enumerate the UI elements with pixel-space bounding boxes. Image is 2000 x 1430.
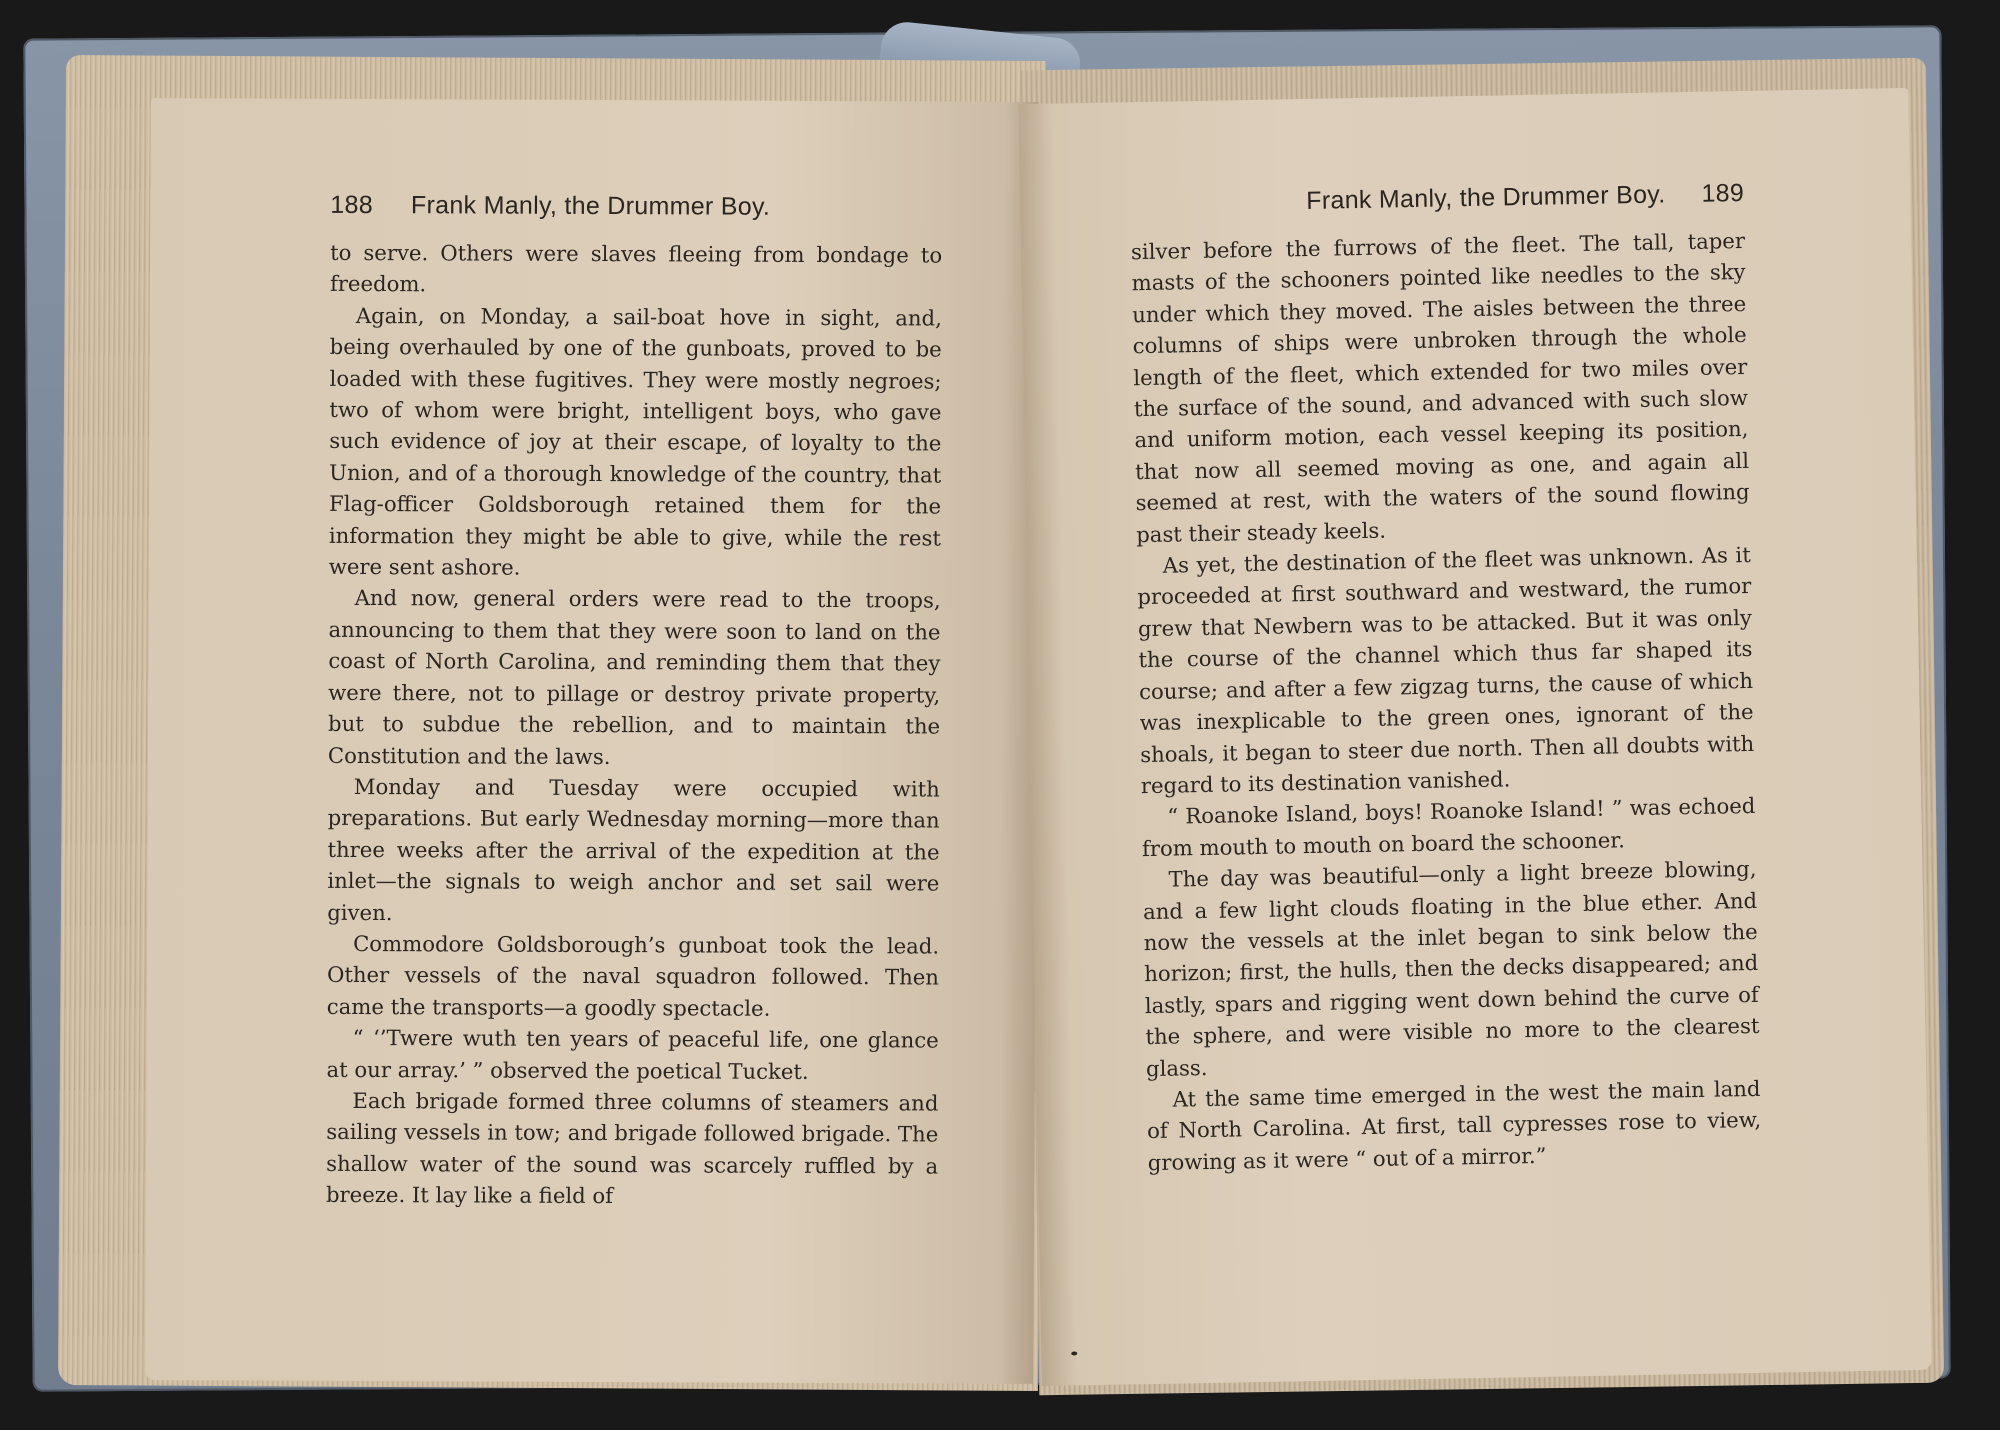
paragraph: “ ‘’Twere wuth ten years of peaceful life, one glance at our array.’ ” observed the poetical Tucket. [326,1025,939,1084]
right-page [1018,88,1931,1386]
paragraph: silver before the furrows of the fleet. The tall, taper masts of the schooners pointed like needles to the sky under which they moved. The aisles between the three columns of ships were unbroken through the whole length of the fleet, which extended for two miles over the surface of the sound, and advanced with such slow and uniform motion, each vessel keeping its position, that now all seemed moving as one, and again all seemed at rest, with the waters of the sound flowing past their steady keels. [1130,227,1750,547]
paragraph: “ Roanoke Island, boys! Roanoke Island! ” was echoed from mouth to mouth on board the schooner. [1141,793,1756,861]
right-page-content [1130,179,1762,1178]
paragraph: Again, on Monday, a sail-boat hove in sight, and, being overhauled by one of the gunboats, proved to be loaded with these fugitives. They were mostly negroes; two of whom were bright, intelligent boys, who gave such evidence of joy at their escape, of loyalty to the Union, and of a thorough knowledge of the country, that Flag-officer Goldsborough retained them for the information they might be able to give, while the rest were sent ashore. [328,302,942,580]
right-running-title: Frank Manly, the Drummer Boy. [1306,180,1666,215]
dust-mark [1071,1351,1077,1355]
left-running-title: Frank Manly, the Drummer Boy. [410,191,771,221]
left-body-text [326,237,942,1213]
paragraph: And now, general orders were read to the troops, announcing to them that they were soon to land on the coast of North Carolina, and reminding them that they were there, not to pillage or destroy private property, but to subdue the rebellion, and to maintain the Constitution and the laws. [327,585,941,769]
paragraph: At the same time emerged in the west the main land of North Carolina. At first, tall cypresses rose to view, growing as it were “ out of a mirror.” [1146,1075,1762,1175]
paragraph: to serve. Others were slaves fleeing from bondage to freedom. [329,239,943,297]
left-page-number: 188 [330,190,374,220]
paragraph: Monday and Tuesday were occupied with preparations. But early Wednesday morning—more than three weeks after the arrival of the expedition at the inlet—the signals to weigh anchor and set sail were given. [327,773,940,925]
paragraph: Commodore Goldsborough’s gunboat took the lead. Other vessels of the naval squadron followed. Then came the transports—a goodly spectacle. [326,930,940,1021]
right-page-number: 189 [1701,178,1745,208]
paragraph: As yet, the destination of the fleet was unknown. As it proceeded at first southward and westward, the rumor grew that Newbern was to be attacked. But it was only the course of the channel which thus far shaped its course; and after a few zigzag turns, the cause of which was inexplicable to the green ones, ignorant of the shoals, it began to steer due north. Then all doubts with regard to its destination vanished. [1137,541,1755,799]
left-page [145,98,1039,1384]
paragraph: The day was beautiful—only a light breeze blowing, and a few light clouds floating in the blue ether. And now the vessels at the inlet began to sink below the horizon; first, the hulls, then the decks disappeared; and lastly, spars and rigging went down behind the curve of the sphere, and were visible no more to the clearest glass. [1142,855,1760,1081]
paragraph: Each brigade formed three columns of steamers and sailing vessels in tow; and brigade followed brigade. The shallow water of the sound was scarcely ruffled by a breeze. It lay like a field of [325,1087,939,1209]
right-body-text [1131,225,1762,1178]
left-running-head [330,191,942,238]
left-page-content [326,191,942,1213]
